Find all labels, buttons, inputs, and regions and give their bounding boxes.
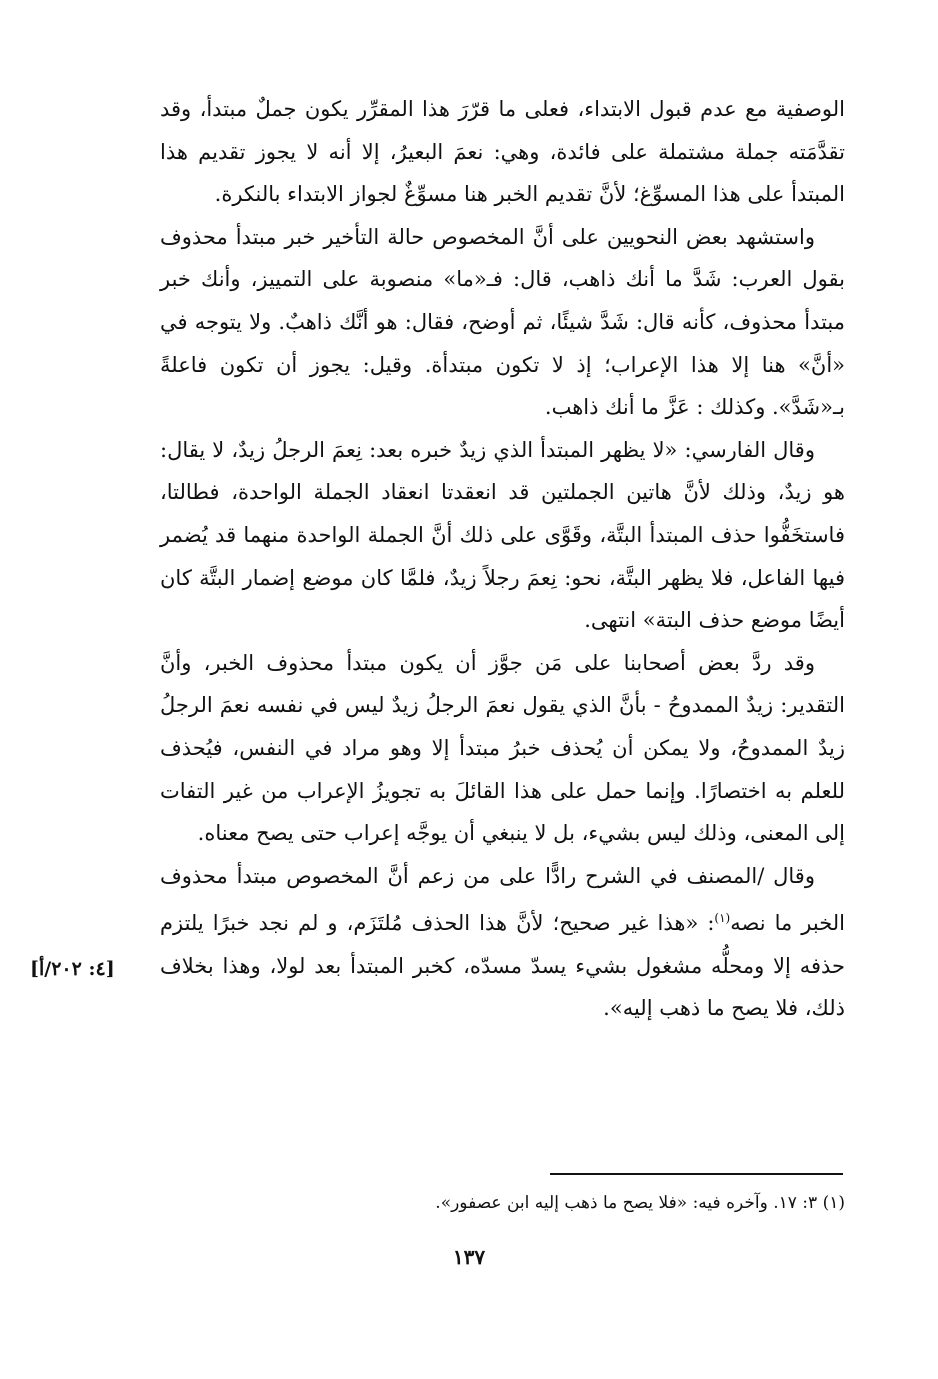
paragraph: واستشهد بعض النحويين على أنَّ المخصوص حالة التأخير خبر مبتدأ محذوف بقول العرب: شَدَّ ما أنك ذاهب، قال: فـ«ما» منصوبة على التمييز، وأنك خبر مبتدأ محذوف، كأنه قال: شَدَّ شيئًا، ثم أوضح، فقال: هو أنَّك ذاهبٌ. ولا يتوجه في «أنَّ» هنا إلا هذا الإعراب؛ إذ لا تكون مبتدأة. وقيل: يجوز أن تكون فاعلةً بـ«شَدَّ». وكذلك : عَزَّ ما أنك ذاهب.: [160, 224, 845, 420]
paragraph-text: : «هذا غير صحيح؛ لأنَّ هذا الحذف مُلتَزَم، و لم نجد خبرًا يلتزم حذفه إلا ومحلُّه مشغول بشيء يسدّ مسدّه، كخبر المبتدأ بعد لولا، وهذا بخلاف ذلك، فلا يصح ما ذهب إليه».: [160, 911, 845, 1021]
paragraph-text: وقال /المصنف في الشرح رادًّا على من زعم أنَّ المخصوص مبتدأ محذوف الخبر ما نصه: [160, 863, 845, 936]
paragraph: وقد ردَّ بعض أصحابنا على مَن جوَّز أن يكون مبتدأ محذوف الخبر، وأنَّ التقدير: زيدٌ الممدوحُ - بأنَّ الذي يقول نعمَ الرجلُ زيدٌ ليس في نفسه نعمَ الرجلُ زيدٌ الممدوحُ، ولا يمكن أن يُحذف خبرُ مبتدأ إلا وهو مراد في النفس، فيُحذف للعلم به اختصارًا. وإنما حمل على هذا القائلَ به تجويزُ الإعراب من غير التفات إلى المعنى، وذلك ليس بشيء، بل لا ينبغي أن يوجَّه إعراب حتى يصح معناه.: [160, 650, 845, 846]
manuscript-folio-reference: [٤: ٢٠٢/أ]: [30, 958, 115, 980]
footnote: (١) ٣: ١٧. وآخره فيه: «فلا يصح ما ذهب إليه ابن عصفور».: [435, 1193, 845, 1213]
paragraph: الوصفية مع عدم قبول الابتداء، فعلى ما قرّرَ هذا المقرِّر يكون جملٌ مبتدأ، وقد تقدَّمَته جملة مشتملة على فائدة، وهي: نعمَ البعيرُ، إلا أنه لا يجوز تقديم هذا المبتدأ على هذا المسوِّغ؛ لأنَّ تقديم الخبر هنا مسوِّغٌ لجواز الابتداء بالنكرة.: [160, 97, 845, 207]
footnote-divider: [550, 1173, 843, 1175]
paragraph-with-footnote: [160, 855, 845, 1030]
main-text: [160, 88, 845, 1030]
page-number: ١٣٧: [452, 1245, 486, 1269]
paragraph: وقال الفارسي: «لا يظهر المبتدأ الذي زيدٌ خبره بعد: نِعمَ الرجلُ زيدٌ، لا يقال: هو زيدٌ، وذلك لأنَّ هاتين الجملتين قد انعقدتا انعقاد الجملة الواحدة، فطالتا، فاستخَفُّوا حذف المبتدأ البتَّة، وقَوَّى على ذلك أنَّ الجملة الواحدة منهما قد يُضمر فيها الفاعل، فلا يظهر البتَّة، نحو: نِعمَ رجلاً زيدٌ، فلمَّا كان موضع إضمار البتَّة كان أيضًا موضع حذف البتة» انتهى.: [160, 437, 845, 633]
footnote-marker: (١): [714, 911, 731, 926]
